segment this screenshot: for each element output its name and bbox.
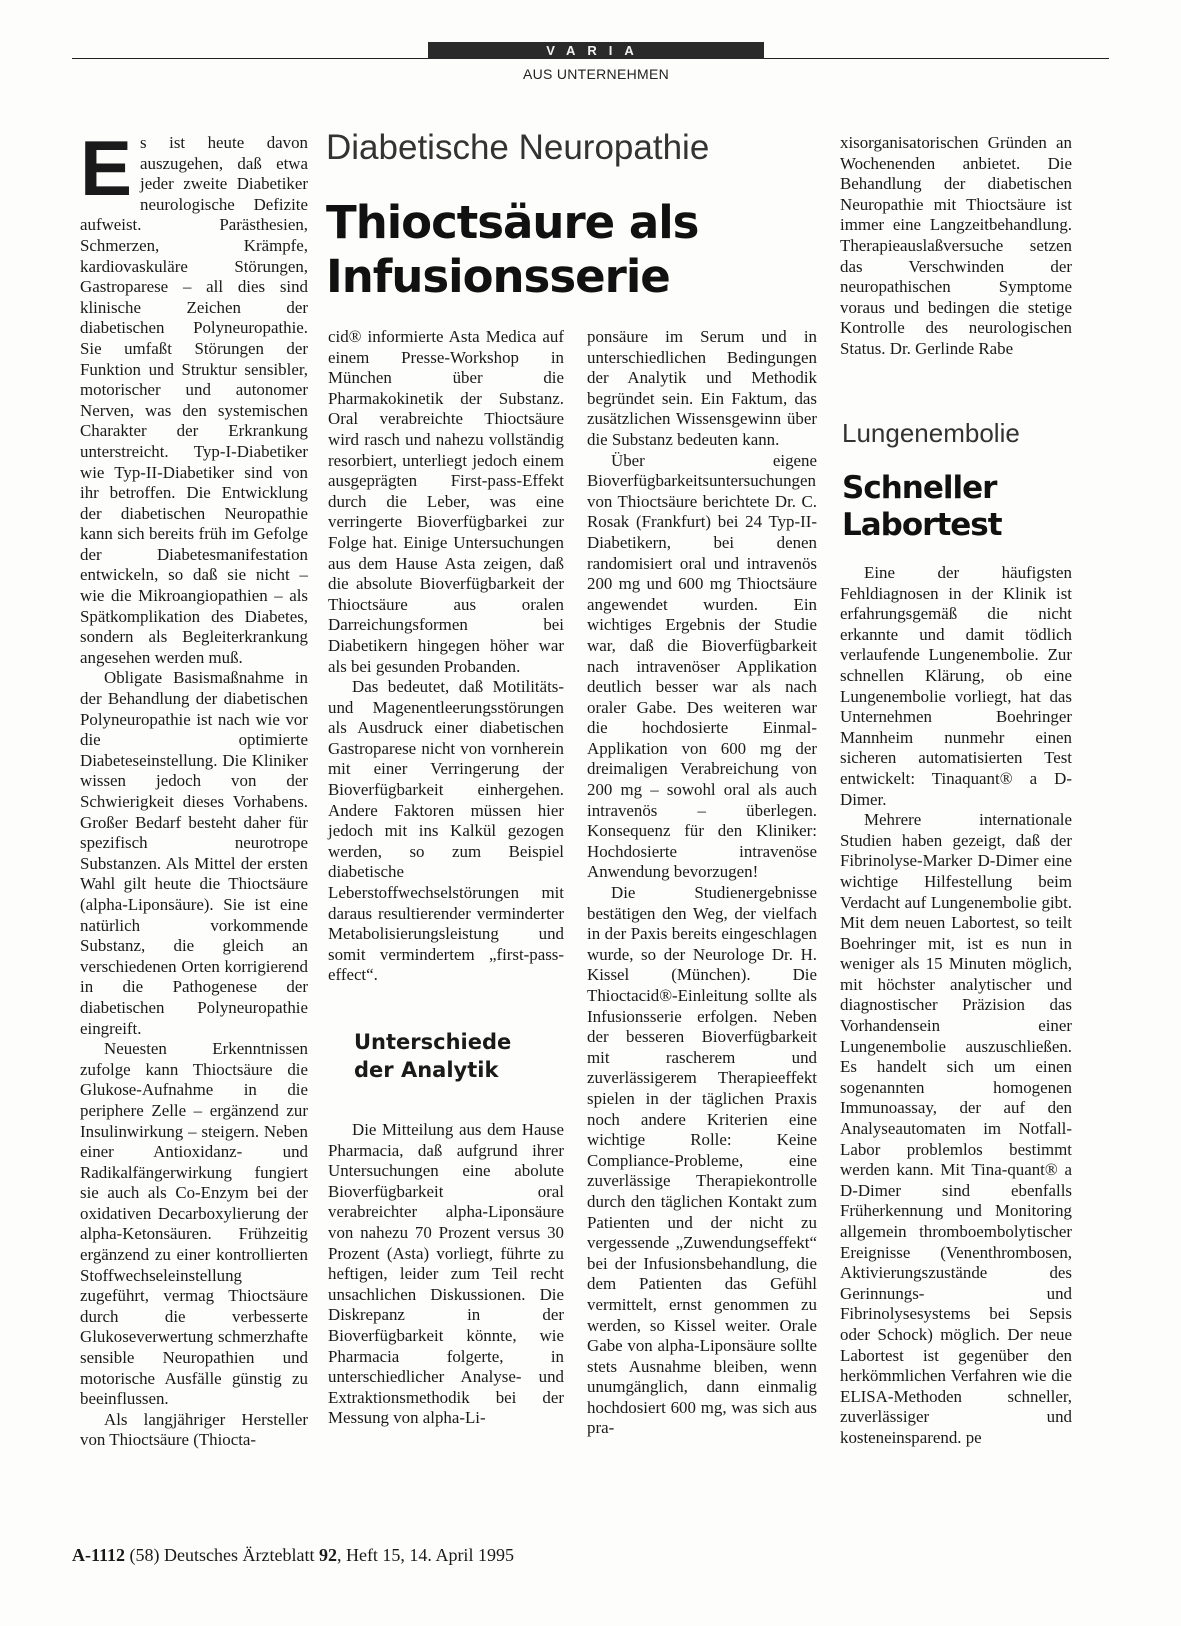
body-paragraph: cid® informierte Asta Medica auf einem Presse-Workshop in München über die Pharmakokinetik der Substanz. Oral verabreichte Thioctsäure wird rasch und nahezu vollständig resorbiert, unterliegt jedoch einem ausgeprägten First-pass-Effekt durch die Leber, was eine verringerte Bioverfügbarkei zur Folge hat. Einige Untersuchungen aus dem Hause Asta zeigen, daß die absolute Bioverfügbarkeit der Thioctsäure aus oralen Darreichungsformen bei Diabetikern hingegen höher war als bei gesunden Probanden. (328, 327, 564, 676)
body-paragraph: Eine der häufigsten Fehldiagnosen in der Klinik ist erfahrungsgemäß die nicht erkannte und damit tödlich verlaufende Lungenembolie. Zur schnellen Klärung, ob eine Lungenembolie vorliegt, hat das Unternehmen Boehringer Mannheim nunmehr einen sicheren automatisierten Test entwickelt: Tinaquant® a D-Dimer. (840, 563, 1072, 809)
article1-column-2 (328, 327, 564, 1429)
body-paragraph: Die Studienergebnisse bestätigen den Weg, der vielfach in der Paxis bereits eingeschlagen wurde, so der Neurologe Dr. H. Kissel (München). Die Thioctacid®-Einleitung sollte als Infusionsserie erfolgen. Neben der besseren Bioverfügbarkeit mit rascherem und zuverlässigerem Therapieeffekt spielen in der täglichen Praxis noch andere Kriterien eine wichtige Rolle: Keine Compliance-Probleme, eine zuverlässige Therapiekontrolle durch den täglichen Kontakt zum Patienten und der nicht zu vergessende „Zuwendungseffekt“ bei der Infusionsbehandlung, die dem Patienten das Gefühl vermittelt, ernst genommen zu werden, so Kissel weiter. Orale Gabe von alpha-Liponsäure sollte stets Ausnahme bleiben, wenn unumgänglich, dann einmalig hochdosiert 600 mg, was sich aus pra- (587, 883, 817, 1438)
body-paragraph: Mehrere internationale Studien haben gezeigt, daß der Fibrinolyse-Marker D-Dimer eine wichtige Hilfestellung beim Verdacht auf Lungenembolie gibt. Mit dem neuen Labortest, so teilt Boehringer mit, ist es nun in weniger als 15 Minuten möglich, mit höchster analytischer und diagnostischer Präzision das Vorhandensein einer Lungenembolie auszuschließen. Es handelt sich um einen sogenannten homogenen Immunoassay, der auf den Analyseautomaten im Notfall-Labor problemlos bestimmt werden kann. Mit Tina-quant® a D-Dimer sind ebenfalls Früherkennung und Monitoring allgemein thromboembolytischer Ereignisse (Venenthrombosen, Aktivierungszustände des Gerinnungs- und Fibrinolysesystems bei Sepsis oder Schock) möglich. Der neue Labortest ist gegenüber den herkömmlichen Verfahren wie die ELISA-Methoden schneller, zuverlässiger und kosteneinsparend. pe (840, 810, 1072, 1447)
body-paragraph: Über eigene Bioverfügbarkeitsuntersuchungen von Thioctsäure berichtete Dr. C. Rosak (Frankfurt) bei 24 Typ-II-Diabetikern, bei denen randomisiert oral und intravenös 200 mg und 600 mg Thioctsäure angewendet wurden. Ein wichtiges Ergebnis der Studie war, daß die Bioverfügbarkeit nach intravenöser Applikation deutlich besser war als nach oraler Gabe. Des weiteren war die hochdosierte Einmal-Applikation von 600 mg der dreimaligen Verabreichung von 200 mg – sowohl oral als auch intravenös – überlegen. Konsequenz für den Kliniker: Hochdosierte intravenöse Anwendung bevorzugen! (587, 450, 817, 882)
article1-column-3 (587, 327, 817, 1439)
section-band: VARIA (428, 42, 764, 59)
article2-kicker: Lungenembolie (842, 418, 1020, 448)
article2-title-line2: Labortest (842, 507, 1002, 543)
body-paragraph: ponsäure im Serum und in unterschiedlichen Bedingungen der Analytik und Methodik begründet sein. Ein Faktum, das zusätzlichen Wissensgewinn über die Substanz bedeuten kann. (587, 327, 817, 449)
dropcap: E (80, 124, 133, 212)
subheading-line1: Unterschiede (354, 1030, 512, 1054)
page-footer (72, 1545, 514, 1566)
section-label: AUS UNTERNEHMEN (522, 66, 670, 82)
article2-title (842, 470, 1002, 544)
body-paragraph: Obligate Basismaßnahme in der Behandlung der diabetischen Polyneuropathie ist nach wie vor die optimierte Diabeteseinstellung. Die Kliniker wissen jedoch von der Schwierigkeit dieses Vorhabens. Großer Bedarf besteht daher für spezifisch neurotrope Substanzen. Als Mittel der ersten Wahl gilt heute die Thioctsäure (alpha-Liponsäure). Sie ist eine natürlich vorkommende Substanz, die gleich an verschiedenen Orten korrigierend in die Pathogenese der diabetischen Polyneuropathie eingreift. (80, 668, 308, 1038)
article1-column-1 (80, 124, 308, 1451)
volume-number: 92 (318, 1545, 337, 1565)
article1-title-line1: Thioctsäure als (326, 196, 699, 249)
article1-title-line2: Infusionsserie (326, 250, 670, 303)
subheading-line2: der Analytik (354, 1058, 499, 1082)
body-paragraph: xisorganisatorischen Gründen an Wochenenden anbietet. Die Behandlung der diabetischen Neuropathie mit Thioctsäure ist immer eine Langzeitbehandlung. Therapieauslaßversuche setzen das Verschwinden der neuropathischen Symptome voraus und bedingen die stetige Kontrolle des neurologischen Status. Dr. Gerlinde Rabe (840, 133, 1072, 358)
article1-subheading (354, 1028, 564, 1084)
body-paragraph: Die Mitteilung aus dem Hause Pharmacia, daß aufgrund ihrer Untersuchungen eine abolute Bioverfügbarkeit oral verabreichter alpha-Liponsäure von nahezu 70 Prozent versus 30 Prozent (Asta) vorliegt, führte zu heftigen, leider zum Teil recht unsachlichen Diskussionen. Die Diskrepanz in der Bioverfügbarkeit könnte, wie Pharmacia folgerte, in unterschiedlicher Analyse- und Extraktionsmethodik bei der Messung von alpha-Li- (328, 1120, 564, 1428)
body-paragraph: Neuesten Erkenntnissen zufolge kann Thioctsäure die Glukose-Aufnahme in die periphere Zelle – ergänzend zur Insulinwirkung – steigern. Neben einer Antioxidanz- und Radikalfängerwirkung fungiert sie auch als Co-Enzym bei der oxidativen Decarboxylierung der alpha-Ketonsäuren. Frühzeitig ergänzend zu einer kontrollierten Stoffwechseleinstellung zugeführt, vermag Thioctsäure durch die verbesserte Glukoseverwertung schmerzhafte sensible Neuropathien und motorische Ausfälle günstig zu beeinflussen. (80, 1039, 308, 1409)
article1-title (326, 196, 698, 304)
body-paragraph: Als langjähriger Hersteller von Thioctsäure (Thiocta- (80, 1409, 308, 1450)
page-reference: A-1112 (72, 1545, 126, 1565)
article1-column-4 (840, 133, 1072, 360)
article2-column (840, 563, 1072, 1449)
lead-paragraph (80, 124, 308, 668)
issue-text: (58) Deutsches Ärzteblatt (125, 1545, 319, 1565)
article2-title-line1: Schneller (842, 470, 997, 506)
body-paragraph: Das bedeutet, daß Motilitäts- und Magenentleerungsstörungen als Ausdruck einer diabetischen Gastroparese nicht von vornherein mit einer Verringerung der Bioverfügbarkeit einhergehen. Andere Faktoren müssen hier jedoch mit ins Kalkül gezogen werden, so zum Beispiel diabetische Leberstoffwechselstörungen mit daraus resultierender verminderter Metabolisierungsleistung und somit vermindertem „first-pass-effect“. (328, 677, 564, 985)
issue-date: , Heft 15, 14. April 1995 (336, 1545, 514, 1565)
lead-paragraph-text: s ist heute davon auszugehen, daß etwa jeder zweite Diabetiker neurologische Defizite aufweist. Parästhesien, Schmerzen, Krämpfe, kardiovaskuläre Störungen, Gastroparese – all dies sind klinische Zeichen der diabetischen Polyneuropathie. Sie umfaßt Störungen der Funktion und Struktur sensibler, motorischer und autonomer Nerven, was den systemischen Charakter der Erkrankung unterstreicht. Typ-I-Diabetiker wie Typ-II-Diabetiker sind von ihr betroffen. Die Entwicklung der diabetischen Neuropathie kann sich bereits früh im Gefolge der Diabetesmanifestation entwickeln, so daß sie nicht – wie die Mikroangiopathien – als Spätkomplikation des Diabetes, sondern als Begleiterkrankung angesehen werden muß. (80, 133, 308, 667)
article1-kicker: Diabetische Neuropathie (326, 128, 710, 167)
